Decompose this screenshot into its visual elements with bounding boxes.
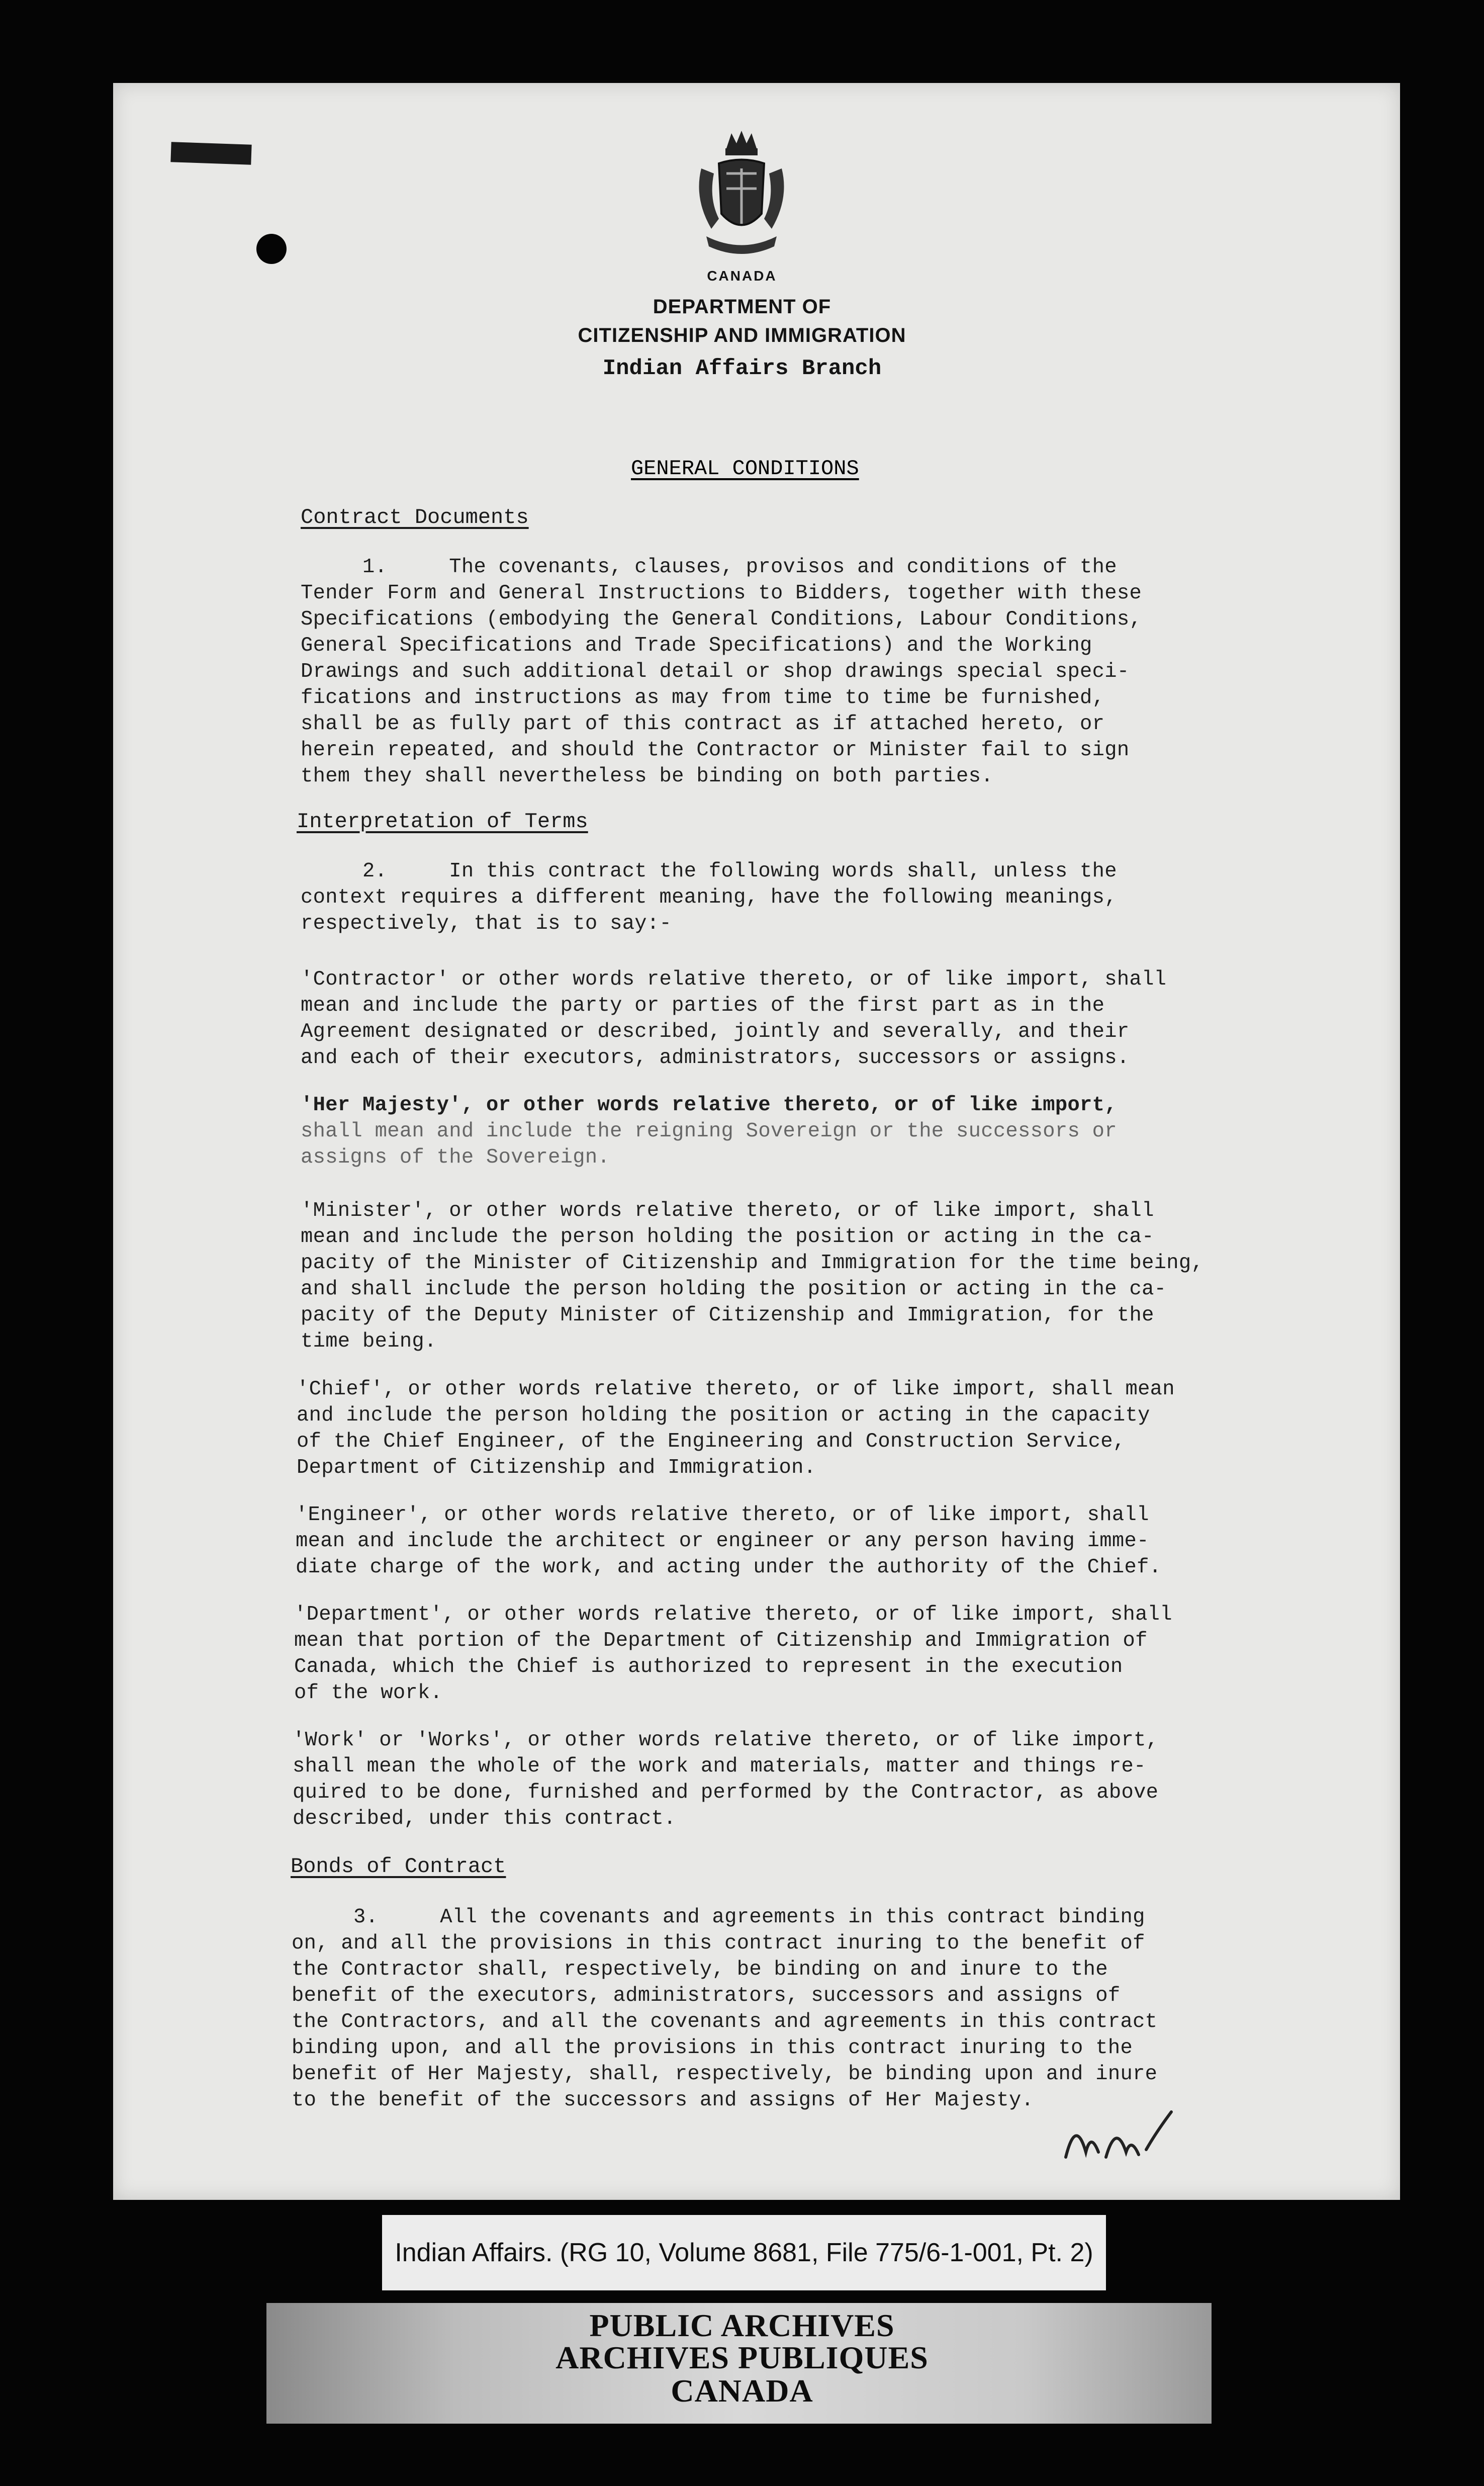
body-line: fications and instructions as may from time to time be furnished, <box>301 686 1105 709</box>
body-line: diate charge of the work, and acting under the authority of the Chief. <box>296 1556 1162 1579</box>
archive-reference-label <box>382 2215 1106 2290</box>
body-line: 1. The covenants, clauses, provisos and conditions of the <box>301 556 1117 579</box>
body-line: 'Department', or other words relative thereto, or of like import, shall <box>294 1603 1172 1626</box>
document-title: GENERAL CONDITIONS <box>631 457 859 481</box>
body-line: 'Minister', or other words relative thereto, or of like import, shall <box>301 1199 1154 1222</box>
body-line: respectively, that is to say:- <box>301 912 672 935</box>
section-heading-bonds-of-contract: Bonds of Contract <box>291 1854 506 1879</box>
body-line: time being. <box>301 1330 437 1353</box>
body-line: Tender Form and General Instructions to Bidders, together with these <box>301 582 1142 605</box>
body-line: assigns of the Sovereign. <box>301 1146 610 1169</box>
country-name: CANADA <box>707 268 777 284</box>
body-line: Specifications (embodying the General Conditions, Labour Conditions, <box>301 608 1142 631</box>
stamp-line-1: PUBLIC ARCHIVES <box>589 2307 895 2343</box>
coat-of-arms-icon <box>691 128 792 264</box>
body-line: 2. In this contract the following words shall, unless the <box>301 860 1117 883</box>
body-line: shall mean and include the reigning Sovereign or the successors or <box>301 1120 1117 1143</box>
body-line: General Specifications and Trade Specifications) and the Working <box>301 634 1092 657</box>
body-line: described, under this contract. <box>293 1807 676 1830</box>
stamp-line-3: CANADA <box>671 2373 813 2409</box>
body-line: benefit of the executors, administrators, successors and assigns of <box>292 1984 1121 2007</box>
body-line: shall be as fully part of this contract as if attached hereto, or <box>301 713 1105 736</box>
body-line: Drawings and such additional detail or shop drawings special speci- <box>301 660 1130 683</box>
body-line: 'Chief', or other words relative thereto, or of like import, shall mean <box>297 1378 1175 1401</box>
handwritten-initials <box>1056 2102 1181 2172</box>
body-line: Agreement designated or described, jointly and severally, and their <box>301 1020 1130 1043</box>
body-line: binding upon, and all the provisions in this contract inuring to the <box>292 2036 1133 2060</box>
branch-name: Indian Affairs Branch <box>602 356 882 381</box>
body-line: 'Work' or 'Works', or other words relative thereto, or of like import, <box>293 1729 1159 1752</box>
body-line: the Contractor shall, respectively, be binding on and inure to the <box>292 1958 1108 1981</box>
body-line: and each of their executors, administrators, successors or assigns. <box>301 1046 1130 1070</box>
body-line: mean and include the architect or engineer or any person having imme- <box>296 1530 1149 1553</box>
body-line: 'Engineer', or other words relative thereto, or of like import, shall <box>296 1503 1149 1527</box>
body-line: and shall include the person holding the position or acting in the ca- <box>301 1278 1167 1301</box>
body-line: mean and include the party or parties of the first part as in the <box>301 994 1105 1017</box>
body-line: shall mean the whole of the work and materials, matter and things re- <box>293 1755 1146 1778</box>
body-line: mean and include the person holding the position or acting in the ca- <box>301 1225 1154 1249</box>
punch-hole <box>256 234 287 264</box>
body-line: of the Chief Engineer, of the Engineering and Construction Service, <box>297 1430 1126 1453</box>
body-line: and include the person holding the position or acting in the capacity <box>297 1404 1150 1427</box>
body-line: Canada, which the Chief is authorized to represent in the execution <box>294 1655 1123 1678</box>
body-line: of the work. <box>294 1681 443 1705</box>
body-line: 'Her Majesty', or other words relative thereto, or of like import, <box>301 1094 1117 1117</box>
department-line-1: DEPARTMENT OF <box>653 296 831 318</box>
body-line: them they shall nevertheless be binding on both parties. <box>301 765 993 788</box>
section-heading-contract-documents: Contract Documents <box>301 505 529 529</box>
body-line: quired to be done, furnished and performed by the Contractor, as above <box>293 1781 1159 1804</box>
body-line: Department of Citizenship and Immigration. <box>297 1456 816 1479</box>
body-line: pacity of the Deputy Minister of Citizenship and Immigration, for the <box>301 1304 1154 1327</box>
section-heading-interpretation: Interpretation of Terms <box>297 810 588 834</box>
department-line-2: CITIZENSHIP AND IMMIGRATION <box>578 324 906 346</box>
body-line: benefit of Her Majesty, shall, respectively, be binding upon and inure <box>292 2063 1158 2086</box>
body-line: mean that portion of the Department of Citizenship and Immigration of <box>294 1629 1148 1652</box>
tape-mark <box>170 142 251 165</box>
body-line: context requires a different meaning, have the following meanings, <box>301 886 1117 909</box>
body-line: on, and all the provisions in this contract inuring to the benefit of <box>292 1932 1145 1955</box>
body-line: herein repeated, and should the Contractor or Minister fail to sign <box>301 739 1130 762</box>
body-line: 3. All the covenants and agreements in this contract binding <box>292 1906 1145 1929</box>
body-line: the Contractors, and all the covenants and agreements in this contract <box>292 2010 1158 2033</box>
body-line: 'Contractor' or other words relative thereto, or of like import, shall <box>301 968 1167 991</box>
body-line: pacity of the Minister of Citizenship and Immigration for the time being, <box>301 1252 1204 1275</box>
stamp-line-2: ARCHIVES PUBLIQUES <box>555 2340 929 2375</box>
body-line: to the benefit of the successors and assigns of Her Majesty. <box>292 2089 1034 2112</box>
archive-reference-text: Indian Affairs. (RG 10, Volume 8681, File 775/6-1-001, Pt. 2) <box>395 2238 1093 2267</box>
